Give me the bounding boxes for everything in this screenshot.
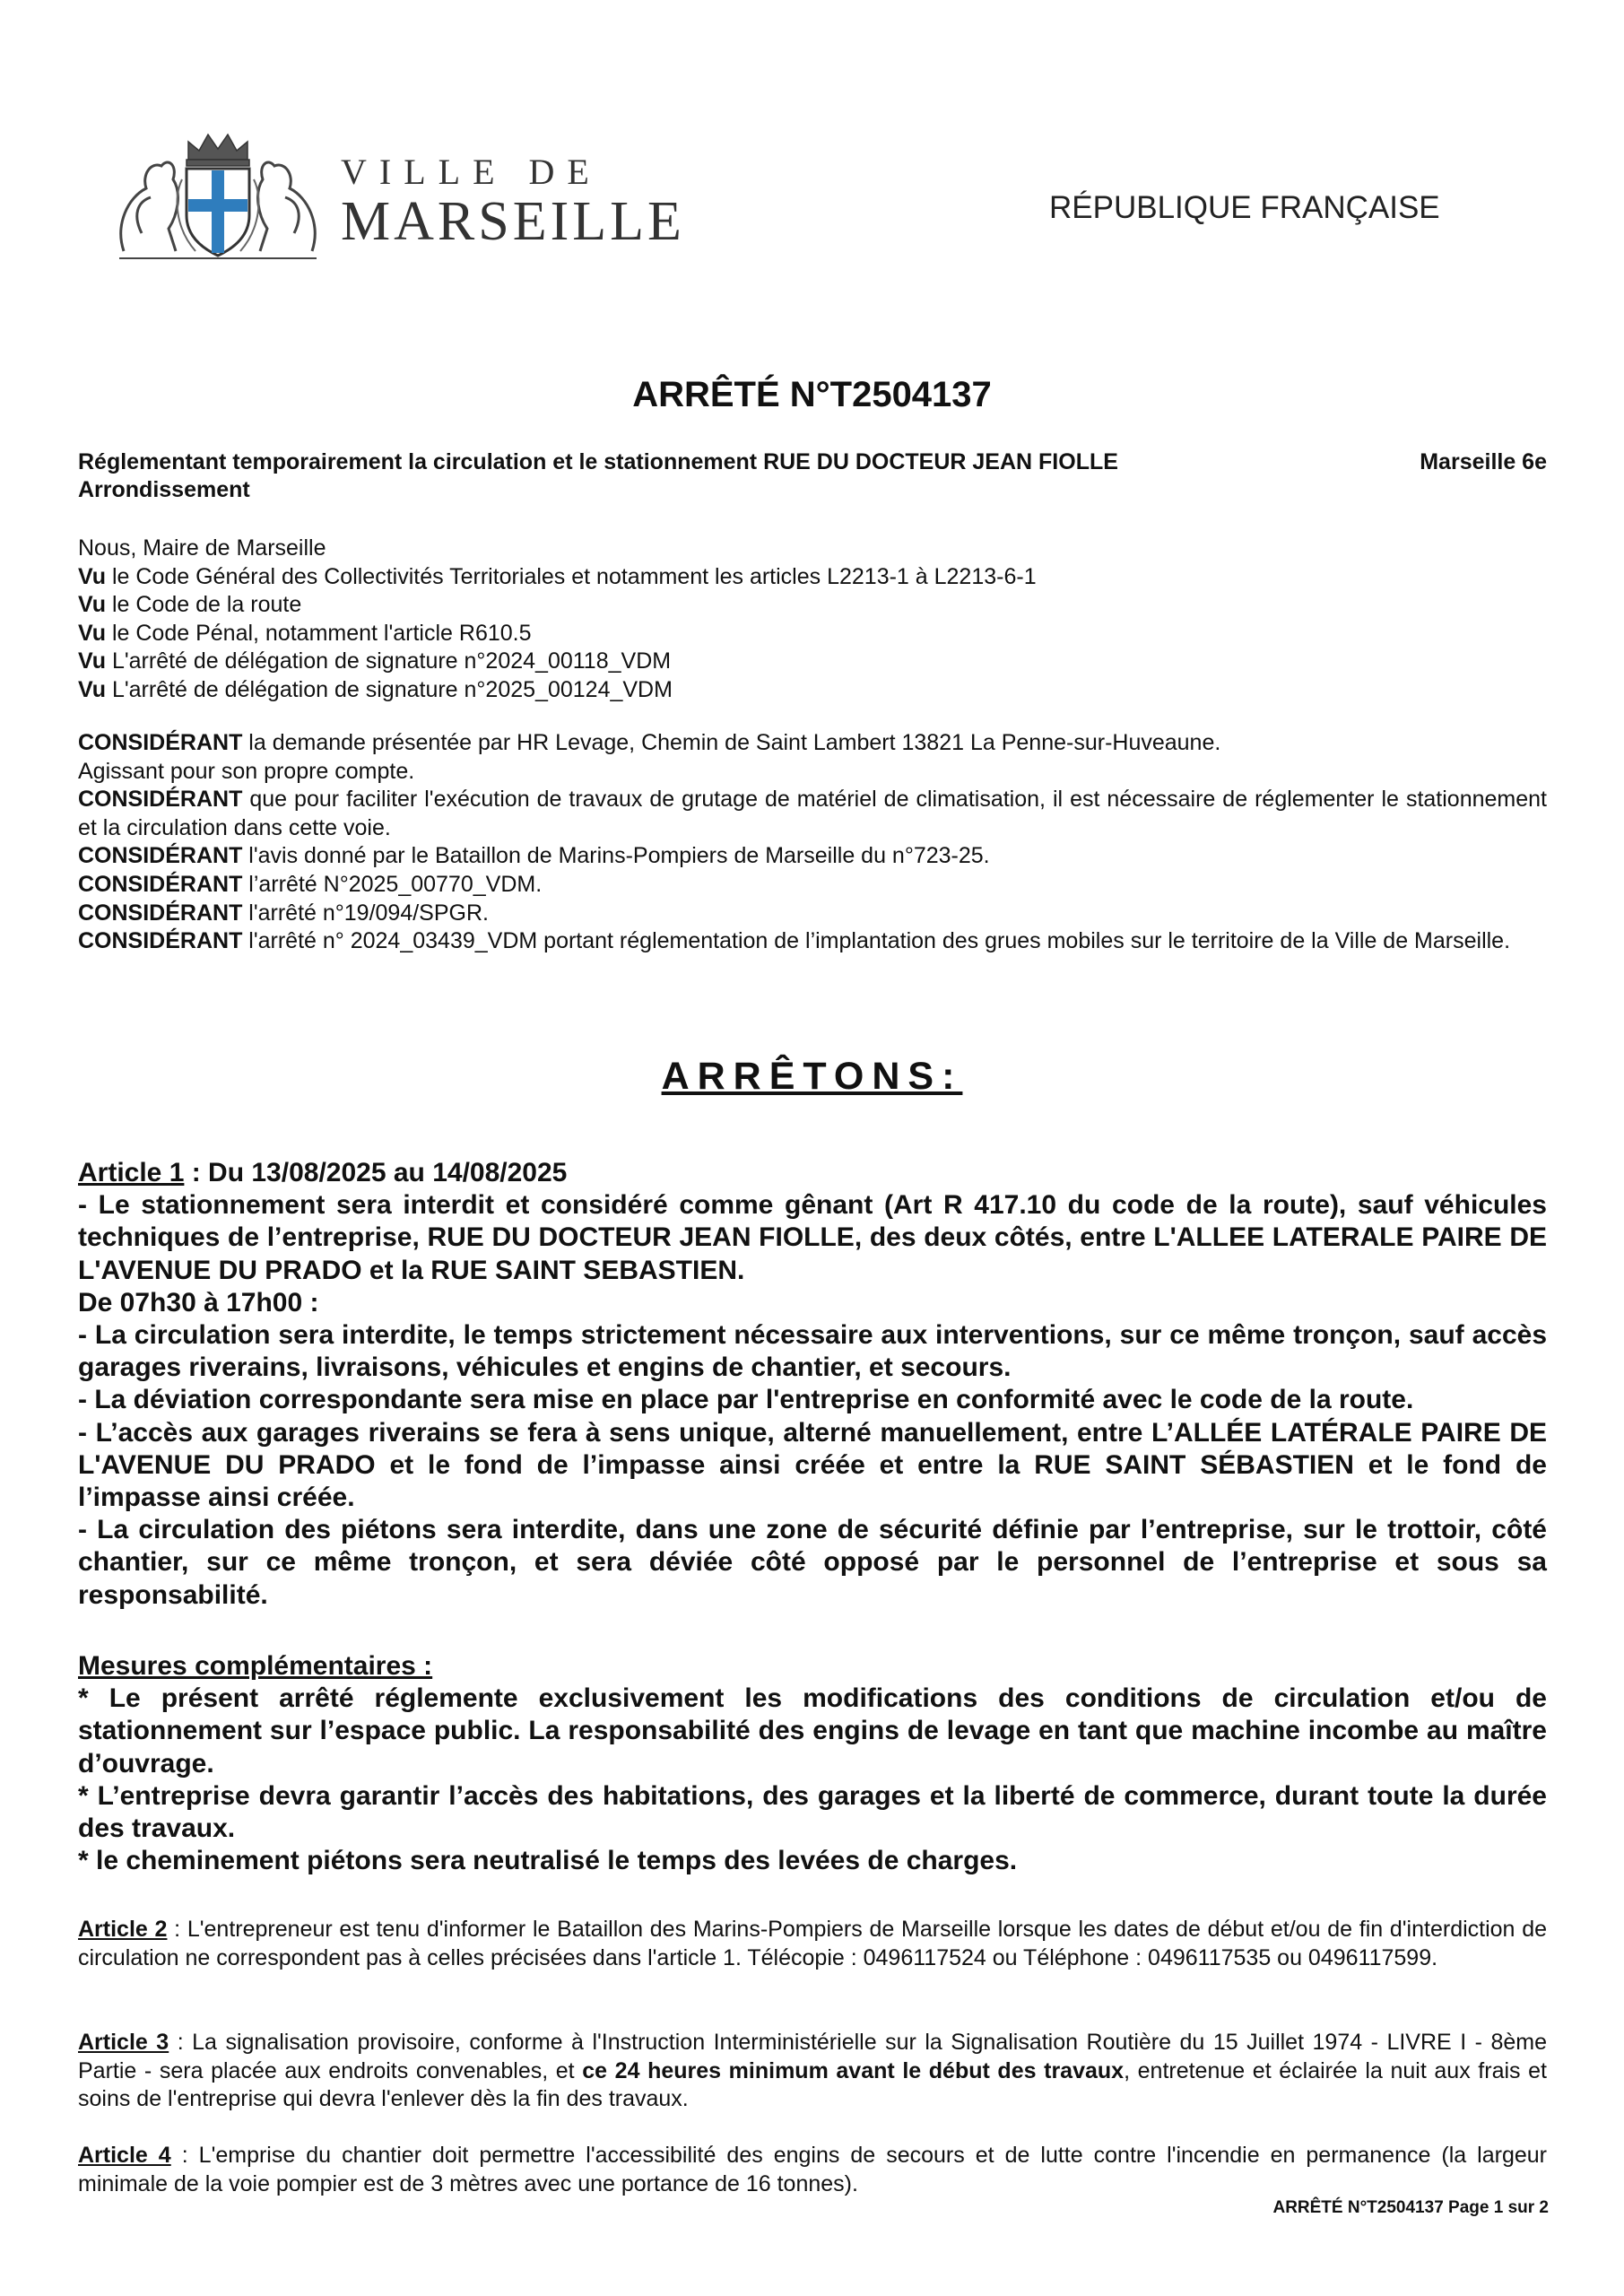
logo-wordmark <box>341 152 685 251</box>
vu-text: le Code de la route <box>106 592 302 618</box>
arretons-heading: ARRÊTONS: <box>661 1055 963 1098</box>
vu-item <box>78 676 1547 705</box>
vu-label: Vu <box>78 620 107 646</box>
logo-ville-de: VILLE DE <box>341 152 602 192</box>
subtitle-line2: Arrondissement <box>78 477 250 502</box>
preamble <box>78 535 1547 705</box>
considerant-item <box>78 900 1547 928</box>
article-3-text-end: , entretenue et éclairée la nuit aux frais et soins de l'entreprise qui devra l'enlever dès la fin des travaux. <box>78 2057 1547 2111</box>
vu-text: L'arrêté de délégation de signature n°2024_00118_VDM <box>106 648 672 674</box>
subtitle-main: Réglementant temporairement la circulation et le stationnement RUE DU DOCTEUR JEAN FIOLLE <box>78 449 1118 474</box>
article-1-paragraph: - La déviation correspondante sera mise en place par l'entreprise en conformité avec le code de la route. <box>78 1385 1414 1415</box>
article-2-label: Article 2 <box>78 1917 168 1942</box>
vu-label: Vu <box>78 676 107 702</box>
article-1-paragraph: - Le stationnement sera interdit et considéré comme gênant (Art R 417.10 du code de la route), sauf véhicules techniques de l’entreprise, RUE DU DOCTEUR JEAN FIOLLE, des deux côtés, entre L'ALLEE LATERALE PAIRE DE L'AVENUE DU PRADO et la RUE SAINT SEBASTIEN. <box>78 1190 1547 1285</box>
vu-text: le Code Pénal, notamment l'article R610.5 <box>106 620 532 646</box>
preamble-intro: Nous, Maire de Marseille <box>78 535 326 561</box>
considerant-text: que pour faciliter l'exécution de travaux de grutage de matériel de climatisation, il est nécessaire de réglementer le stationnement et la circulation dans cette voie. <box>78 787 1547 840</box>
vu-label: Vu <box>78 648 107 674</box>
page-title: ARRÊTÉ N°T2504137 <box>632 375 992 414</box>
mesures-label: Mesures complémentaires : <box>78 1651 433 1681</box>
mesure-item: * le cheminement piétons sera neutralisé le temps des levées de charges. <box>78 1846 1018 1876</box>
considerant-note: Agissant pour son propre compte. <box>78 758 415 784</box>
vu-item <box>78 620 1547 648</box>
article-3-emphasis: ce 24 heures minimum avant le début des travaux <box>582 2057 1125 2083</box>
vu-text: le Code Général des Collectivités Territoriales et notamment les articles L2213-1 à L2213-6-1 <box>106 563 1037 589</box>
considerant-text: l'avis donné par le Bataillon de Marins-Pompiers de Marseille du n°723-25. <box>242 843 990 869</box>
article-1-paragraph: - L’accès aux garages riverains se fera à sens unique, alterné manuellement, entre L’ALLÉE LATÉRALE PAIRE DE L'AVENUE DU PRADO et le fond de l’impasse ainsi créée et entre la RUE SAINT SÉBASTIEN et le fond de l’impasse ainsi créée. <box>78 1417 1547 1513</box>
marseille-crest-logo <box>106 126 330 265</box>
header <box>106 126 685 269</box>
vu-item <box>78 563 1547 592</box>
considerant-item <box>78 871 1547 900</box>
considerant-label: CONSIDÉRANT <box>78 843 243 869</box>
article-4-text: : L'emprise du chantier doit permettre l'accessibilité des engins de secours et de lutte contre l'incendie en permanence (la largeur minimale de la voie pompier est de 3 mètres avec une portance de 16 tonnes). <box>78 2143 1547 2196</box>
considerant-item <box>78 786 1547 842</box>
article-1-label: Article 1 <box>78 1158 185 1187</box>
considerant-item <box>78 842 1547 871</box>
article-4 <box>78 2142 1547 2198</box>
article-1-paragraph: - La circulation des piétons sera interdite, dans une zone de sécurité définie par l’entreprise, sur le trottoir, côté chantier, sur ce même tronçon, et sera déviée côté opposé par le personnel de l’entreprise et sous sa responsabilité. <box>78 1515 1547 1610</box>
article-1-paragraph: - La circulation sera interdite, le temps strictement nécessaire aux interventions, sur ce même tronçon, sauf accès garages riverains, livraisons, véhicules et engins de chantier, et secours. <box>78 1320 1547 1383</box>
article-1-dates: : Du 13/08/2025 au 14/08/2025 <box>184 1158 568 1187</box>
vu-label: Vu <box>78 563 107 589</box>
article-3 <box>78 2029 1547 2114</box>
considerants <box>78 729 1547 956</box>
considerant-text: l'arrêté n°19/094/SPGR. <box>242 900 489 926</box>
considerant-label: CONSIDÉRANT <box>78 787 243 813</box>
mesures-complementaires <box>78 1650 1547 1877</box>
republique-francaise: RÉPUBLIQUE FRANÇAISE <box>1049 190 1440 225</box>
considerant-text: la demande présentée par HR Levage, Chemin de Saint Lambert 13821 La Penne-sur-Huveaune. <box>242 730 1221 755</box>
logo-marseille: MARSEILLE <box>341 191 685 252</box>
considerant-item <box>78 729 1547 758</box>
considerant-label: CONSIDÉRANT <box>78 730 243 755</box>
article-3-label: Article 3 <box>78 2030 169 2055</box>
article-4-label: Article 4 <box>78 2143 171 2168</box>
article-1 <box>78 1157 1547 1612</box>
article-1-hours: De 07h30 à 17h00 : <box>78 1287 319 1318</box>
vu-item <box>78 648 1547 676</box>
considerant-text: l'arrêté n° 2024_03439_VDM portant réglementation de l’implantation des grues mobiles sur le territoire de la Ville de Marseille. <box>242 928 1511 954</box>
considerant-label: CONSIDÉRANT <box>78 928 243 954</box>
mesure-item: * Le présent arrêté réglemente exclusivement les modifications des conditions de circulation et/ou de stationnement sur l’espace public. La responsabilité des engins de levage en tant que machine incombe au maître d’ouvrage. <box>78 1683 1547 1779</box>
vu-label: Vu <box>78 592 107 618</box>
considerant-item <box>78 927 1547 956</box>
page-footer: ARRÊTÉ N°T2504137 Page 1 sur 2 <box>1272 2198 1549 2217</box>
considerant-text: l’arrêté N°2025_00770_VDM. <box>242 871 543 897</box>
article-3-text: : La signalisation provisoire, conforme à l'Instruction Interministérielle sur la Signalisation Routière du 15 Juillet 1974 - LIVRE I - 8ème Partie - sera placée aux endroits convenables, et <box>78 2030 1547 2083</box>
vu-item <box>78 591 1547 620</box>
considerant-label: CONSIDÉRANT <box>78 871 243 897</box>
article-2 <box>78 1916 1547 1972</box>
article-2-text: : L'entrepreneur est tenu d'informer le Bataillon des Marins-Pompiers de Marseille lorsque les dates de début et/ou de fin d'interdiction de circulation ne correspondent pas à celles précisées dans l'article 1. Télécopie : 0496117524 ou Téléphone : 0496117535 ou 0496117599. <box>78 1917 1547 1970</box>
considerant-label: CONSIDÉRANT <box>78 900 243 926</box>
subtitle-arrondissement: Marseille 6e <box>1420 449 1547 474</box>
vu-text: L'arrêté de délégation de signature n°2025_00124_VDM <box>106 676 673 702</box>
subtitle <box>78 448 1547 504</box>
mesure-item: * L’entreprise devra garantir l’accès des habitations, des garages et la liberté de commerce, durant toute la durée des travaux. <box>78 1780 1547 1844</box>
